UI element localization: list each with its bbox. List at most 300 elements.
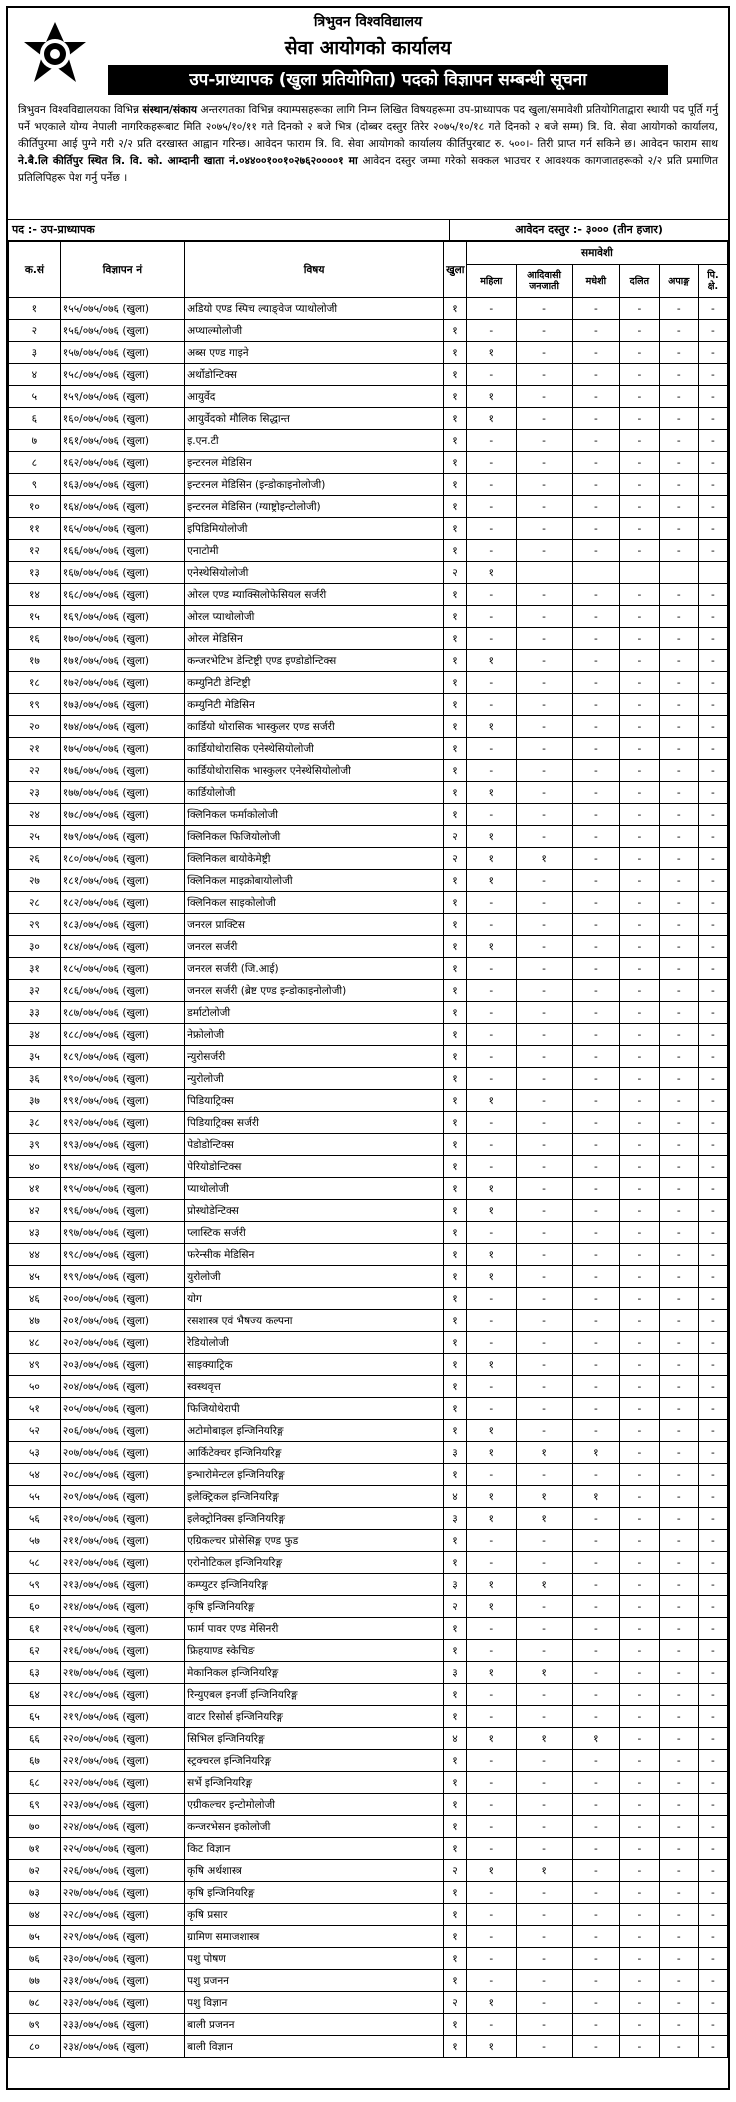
cell-backward: - <box>698 1662 727 1684</box>
cell-adv-no: १८४/०७५/०७६ (खुला) <box>60 936 184 958</box>
table-row <box>9 914 728 936</box>
cell-women: - <box>466 606 516 628</box>
cell-open: १ <box>444 2036 467 2058</box>
table-row <box>9 1244 728 1266</box>
cell-adv-no: २३३/०७५/०७६ (खुला) <box>60 2014 184 2036</box>
cell-women: - <box>466 1046 516 1068</box>
cell-dalit: - <box>620 1640 659 1662</box>
cell-adv-no: १७४/०७५/०७६ (खुला) <box>60 716 184 738</box>
cell-disabled: - <box>659 2014 698 2036</box>
cell-backward: - <box>698 1816 727 1838</box>
table-row <box>9 958 728 980</box>
cell-adv-no: २१५/०७५/०७६ (खुला) <box>60 1618 184 1640</box>
cell-adv-no: १८०/०७५/०७६ (खुला) <box>60 848 184 870</box>
cell-subject: कन्जरभेटिभ डेन्टिष्ट्री एण्ड इण्डोडोन्टिक्स <box>185 650 444 672</box>
cell-dalit: - <box>620 1816 659 1838</box>
cell-sn: ६ <box>9 408 61 430</box>
table-row <box>9 1904 728 1926</box>
cell-disabled: - <box>659 1178 698 1200</box>
cell-madhesi: - <box>572 1860 620 1882</box>
cell-sn: २७ <box>9 870 61 892</box>
cell-subject: एनाटोमी <box>185 540 444 562</box>
cell-subject: जनरल सर्जरी <box>185 936 444 958</box>
cell-madhesi: - <box>572 1266 620 1288</box>
cell-sn: ७३ <box>9 1882 61 1904</box>
cell-backward: - <box>698 1838 727 1860</box>
cell-dalit <box>620 562 659 584</box>
cell-janajati: - <box>516 936 572 958</box>
cell-dalit: - <box>620 1244 659 1266</box>
cell-disabled: - <box>659 1354 698 1376</box>
cell-women: - <box>466 1948 516 1970</box>
cell-disabled: - <box>659 1750 698 1772</box>
cell-disabled: - <box>659 628 698 650</box>
cell-madhesi: - <box>572 1816 620 1838</box>
cell-madhesi: - <box>572 1244 620 1266</box>
cell-dalit: - <box>620 430 659 452</box>
cell-backward: - <box>698 914 727 936</box>
table-row <box>9 1992 728 2014</box>
cell-disabled: - <box>659 848 698 870</box>
cell-dalit: - <box>620 1178 659 1200</box>
cell-janajati: - <box>516 694 572 716</box>
cell-open: १ <box>444 1816 467 1838</box>
cell-madhesi: - <box>572 1552 620 1574</box>
cell-dalit: - <box>620 1662 659 1684</box>
cell-madhesi: - <box>572 716 620 738</box>
cell-backward: - <box>698 672 727 694</box>
cell-janajati: - <box>516 1178 572 1200</box>
table-row <box>9 892 728 914</box>
table-row <box>9 628 728 650</box>
cell-janajati: - <box>516 2014 572 2036</box>
cell-dalit: - <box>620 1046 659 1068</box>
cell-backward: - <box>698 1552 727 1574</box>
cell-janajati: - <box>516 1068 572 1090</box>
cell-disabled: - <box>659 540 698 562</box>
cell-sn: ५९ <box>9 1574 61 1596</box>
cell-sn: ५५ <box>9 1486 61 1508</box>
cell-open: १ <box>444 1420 467 1442</box>
table-row <box>9 2036 728 2058</box>
cell-madhesi: - <box>572 474 620 496</box>
cell-women: १ <box>466 870 516 892</box>
cell-open: १ <box>444 1046 467 1068</box>
cell-women: १ <box>466 1244 516 1266</box>
cell-madhesi: - <box>572 1222 620 1244</box>
cell-backward: - <box>698 496 727 518</box>
cell-open: १ <box>444 1904 467 1926</box>
cell-adv-no: २२१/०७५/०७६ (खुला) <box>60 1750 184 1772</box>
cell-subject: इलेक्ट्रिकल इन्जिनियरिङ्ग <box>185 1486 444 1508</box>
cell-women: १ <box>466 1354 516 1376</box>
cell-janajati: - <box>516 980 572 1002</box>
table-row <box>9 1926 728 1948</box>
cell-backward: - <box>698 1948 727 1970</box>
cell-dalit: - <box>620 1530 659 1552</box>
cell-dalit: - <box>620 848 659 870</box>
cell-adv-no: १९५/०७५/०७६ (खुला) <box>60 1178 184 1200</box>
cell-janajati: - <box>516 518 572 540</box>
cell-disabled: - <box>659 1662 698 1684</box>
cell-disabled: - <box>659 430 698 452</box>
cell-dalit: - <box>620 870 659 892</box>
cell-disabled: - <box>659 364 698 386</box>
cell-disabled: - <box>659 870 698 892</box>
cell-open: १ <box>444 1772 467 1794</box>
cell-open: १ <box>444 1618 467 1640</box>
table-row <box>9 1156 728 1178</box>
cell-madhesi: - <box>572 1508 620 1530</box>
cell-open: १ <box>444 540 467 562</box>
cell-sn: २२ <box>9 760 61 782</box>
table-row <box>9 1794 728 1816</box>
cell-subject: इन्टरनल मेडिसिन (ग्याष्ट्रोइन्टोलोजी) <box>185 496 444 518</box>
cell-women: - <box>466 1882 516 1904</box>
cell-sn: ५४ <box>9 1464 61 1486</box>
cell-disabled: - <box>659 496 698 518</box>
cell-dalit: - <box>620 782 659 804</box>
header-sn: क.सं <box>9 242 61 298</box>
table-row <box>9 606 728 628</box>
cell-sn: १६ <box>9 628 61 650</box>
cell-dalit: - <box>620 1222 659 1244</box>
cell-sn: २ <box>9 320 61 342</box>
cell-disabled: - <box>659 1552 698 1574</box>
cell-adv-no: २०३/०७५/०७६ (खुला) <box>60 1354 184 1376</box>
cell-subject: अर्थोडोन्टिक्स <box>185 364 444 386</box>
cell-janajati: - <box>516 628 572 650</box>
cell-janajati: - <box>516 1640 572 1662</box>
cell-adv-no: १६७/०७५/०७६ (खुला) <box>60 562 184 584</box>
cell-madhesi: - <box>572 914 620 936</box>
cell-backward: - <box>698 1926 727 1948</box>
cell-women: - <box>466 1618 516 1640</box>
cell-janajati: - <box>516 408 572 430</box>
cell-backward: - <box>698 870 727 892</box>
cell-subject: क्लिनिकल बायोकेमेष्ट्री <box>185 848 444 870</box>
cell-women: १ <box>466 2036 516 2058</box>
cell-sn: ३४ <box>9 1024 61 1046</box>
cell-janajati: - <box>516 1618 572 1640</box>
cell-backward: - <box>698 1354 727 1376</box>
cell-subject: जनरल प्राक्टिस <box>185 914 444 936</box>
header-inclusive: समावेशी <box>466 242 727 265</box>
cell-open: १ <box>444 342 467 364</box>
cell-backward: - <box>698 1508 727 1530</box>
cell-adv-no: २२६/०७५/०७६ (खुला) <box>60 1860 184 1882</box>
cell-open: २ <box>444 562 467 584</box>
cell-adv-no: २३१/०७५/०७६ (खुला) <box>60 1970 184 1992</box>
cell-dalit: - <box>620 672 659 694</box>
cell-open: २ <box>444 1860 467 1882</box>
cell-adv-no: २१२/०७५/०७६ (खुला) <box>60 1552 184 1574</box>
cell-disabled: - <box>659 1332 698 1354</box>
header-backward: पि. क्षे. <box>698 265 727 298</box>
cell-backward: - <box>698 1002 727 1024</box>
cell-subject: इलेक्ट्रोनिक्स इन्जिनियरिङ्ग <box>185 1508 444 1530</box>
cell-subject: इ.एन.टी <box>185 430 444 452</box>
cell-sn: ४१ <box>9 1178 61 1200</box>
cell-open: १ <box>444 1068 467 1090</box>
cell-subject: प्लास्टिक सर्जरी <box>185 1222 444 1244</box>
cell-dalit: - <box>620 1442 659 1464</box>
cell-janajati: - <box>516 1266 572 1288</box>
cell-dalit: - <box>620 1398 659 1420</box>
cell-madhesi: - <box>572 1970 620 1992</box>
cell-sn: २१ <box>9 738 61 760</box>
cell-disabled: - <box>659 1310 698 1332</box>
cell-janajati: - <box>516 1904 572 1926</box>
table-row <box>9 518 728 540</box>
cell-sn: ४ <box>9 364 61 386</box>
cell-madhesi: - <box>572 1618 620 1640</box>
cell-subject: नेफ्रोलोजी <box>185 1024 444 1046</box>
cell-madhesi: - <box>572 298 620 320</box>
cell-dalit: - <box>620 694 659 716</box>
cell-dalit: - <box>620 518 659 540</box>
cell-madhesi: - <box>572 1882 620 1904</box>
cell-madhesi <box>572 562 620 584</box>
cell-women: - <box>466 1464 516 1486</box>
cell-adv-no: १९६/०७५/०७६ (खुला) <box>60 1200 184 1222</box>
cell-dalit: - <box>620 1860 659 1882</box>
cell-janajati: - <box>516 452 572 474</box>
cell-madhesi: - <box>572 1200 620 1222</box>
cell-adv-no: १६०/०७५/०७६ (खुला) <box>60 408 184 430</box>
cell-madhesi: - <box>572 386 620 408</box>
intro-bold-2: ने.बै.लि कीर्तिपुर स्थित त्रि. वि. को. आम्दानी खाता नं.०४४००१००१०२७६२००००१ मा <box>18 155 358 167</box>
office-name: सेवा आयोगको कार्यालय <box>284 37 452 59</box>
cell-sn: १३ <box>9 562 61 584</box>
cell-subject: ग्रामिण समाजशास्त्र <box>185 1926 444 1948</box>
cell-women: १ <box>466 408 516 430</box>
table-row <box>9 1640 728 1662</box>
cell-backward: - <box>698 650 727 672</box>
cell-madhesi: - <box>572 408 620 430</box>
cell-subject: फरेन्सीक मेडिसिन <box>185 1244 444 1266</box>
cell-women: - <box>466 2014 516 2036</box>
cell-janajati: - <box>516 870 572 892</box>
cell-madhesi: - <box>572 496 620 518</box>
cell-sn: ५६ <box>9 1508 61 1530</box>
cell-disabled: - <box>659 1970 698 1992</box>
cell-sn: १९ <box>9 694 61 716</box>
cell-janajati: - <box>516 760 572 782</box>
cell-janajati: - <box>516 1596 572 1618</box>
cell-sn: ४७ <box>9 1310 61 1332</box>
cell-open: १ <box>444 474 467 496</box>
cell-subject: इन्टरनल मेडिसिन <box>185 452 444 474</box>
cell-backward: - <box>698 1640 727 1662</box>
table-row <box>9 342 728 364</box>
cell-backward: - <box>698 804 727 826</box>
cell-janajati: - <box>516 1552 572 1574</box>
cell-janajati: १ <box>516 1574 572 1596</box>
cell-subject: योग <box>185 1288 444 1310</box>
cell-subject: आर्किटेक्चर इन्जिनियरिङ्ग <box>185 1442 444 1464</box>
cell-women: - <box>466 1838 516 1860</box>
cell-madhesi: १ <box>572 1486 620 1508</box>
cell-open: १ <box>444 1024 467 1046</box>
table-row <box>9 1552 728 1574</box>
table-row <box>9 1684 728 1706</box>
intro-text-1: त्रिभुवन विश्वविद्यालयका विभिन्न <box>18 104 143 116</box>
notice-header <box>8 8 728 102</box>
cell-backward: - <box>698 1860 727 1882</box>
cell-subject: पिडियाट्रिक्स सर्जरी <box>185 1112 444 1134</box>
cell-madhesi: - <box>572 342 620 364</box>
cell-subject: कृषि प्रसार <box>185 1904 444 1926</box>
cell-backward: - <box>698 760 727 782</box>
cell-backward: - <box>698 1684 727 1706</box>
cell-janajati: - <box>516 496 572 518</box>
cell-madhesi: - <box>572 1376 620 1398</box>
cell-disabled: - <box>659 1728 698 1750</box>
cell-disabled: - <box>659 1442 698 1464</box>
cell-subject: पिडियाट्रिक्स <box>185 1090 444 1112</box>
cell-sn: ६१ <box>9 1618 61 1640</box>
cell-subject: सर्भे इन्जिनियरिङ्ग <box>185 1772 444 1794</box>
cell-subject: ओरल मेडिसिन <box>185 628 444 650</box>
cell-dalit: - <box>620 1772 659 1794</box>
cell-janajati: - <box>516 804 572 826</box>
cell-dalit: - <box>620 452 659 474</box>
cell-subject: किट विज्ञान <box>185 1838 444 1860</box>
cell-women: - <box>466 1376 516 1398</box>
cell-sn: ६६ <box>9 1728 61 1750</box>
cell-disabled: - <box>659 716 698 738</box>
table-row <box>9 2014 728 2036</box>
cell-subject: कम्युनिटी डेन्टिष्ट्री <box>185 672 444 694</box>
cell-subject: इन्टरनल मेडिसिन (इन्डोकाइनोलोजी) <box>185 474 444 496</box>
cell-adv-no: २१३/०७५/०७६ (खुला) <box>60 1574 184 1596</box>
cell-dalit: - <box>620 1750 659 1772</box>
cell-open: १ <box>444 1288 467 1310</box>
cell-disabled: - <box>659 1838 698 1860</box>
cell-janajati <box>516 562 572 584</box>
cell-dalit: - <box>620 1156 659 1178</box>
cell-dalit: - <box>620 1552 659 1574</box>
cell-open: १ <box>444 1926 467 1948</box>
cell-open: १ <box>444 1310 467 1332</box>
cell-subject: सिभिल इन्जिनियरिङ्ग <box>185 1728 444 1750</box>
cell-open: १ <box>444 1552 467 1574</box>
cell-adv-no: १८५/०७५/०७६ (खुला) <box>60 958 184 980</box>
cell-backward: - <box>698 1728 727 1750</box>
cell-women: १ <box>466 1992 516 2014</box>
cell-disabled: - <box>659 1508 698 1530</box>
cell-adv-no: १७३/०७५/०७६ (खुला) <box>60 694 184 716</box>
cell-women: - <box>466 1310 516 1332</box>
cell-open: १ <box>444 1222 467 1244</box>
intro-bold-1: संस्थान/संकाय <box>142 104 198 116</box>
cell-adv-no: २०७/०७५/०७६ (खुला) <box>60 1442 184 1464</box>
cell-open: १ <box>444 1640 467 1662</box>
table-row <box>9 1112 728 1134</box>
cell-janajati: - <box>516 1046 572 1068</box>
cell-adv-no: १९३/०७५/०७६ (खुला) <box>60 1134 184 1156</box>
cell-janajati: - <box>516 1772 572 1794</box>
cell-sn: १८ <box>9 672 61 694</box>
cell-adv-no: १७९/०७५/०७६ (खुला) <box>60 826 184 848</box>
table-row <box>9 1222 728 1244</box>
cell-backward: - <box>698 584 727 606</box>
cell-dalit: - <box>620 1486 659 1508</box>
cell-open: २ <box>444 1596 467 1618</box>
cell-adv-no: १७५/०७५/०७६ (खुला) <box>60 738 184 760</box>
cell-adv-no: २१९/०७५/०७६ (खुला) <box>60 1706 184 1728</box>
cell-women: १ <box>466 848 516 870</box>
cell-janajati: १ <box>516 1860 572 1882</box>
table-row <box>9 694 728 716</box>
cell-women: १ <box>466 1486 516 1508</box>
cell-adv-no: १९४/०७५/०७६ (खुला) <box>60 1156 184 1178</box>
cell-subject: इपिडिमियोलोजी <box>185 518 444 540</box>
cell-backward: - <box>698 1068 727 1090</box>
cell-disabled: - <box>659 1002 698 1024</box>
cell-backward: - <box>698 1310 727 1332</box>
cell-disabled: - <box>659 1530 698 1552</box>
cell-women: - <box>466 1970 516 1992</box>
cell-women: - <box>466 1134 516 1156</box>
cell-subject: क्लिनिकल फिजियोलोजी <box>185 826 444 848</box>
cell-adv-no: १९१/०७५/०७६ (खुला) <box>60 1090 184 1112</box>
cell-madhesi: - <box>572 1332 620 1354</box>
cell-janajati: १ <box>516 848 572 870</box>
cell-women: १ <box>466 1596 516 1618</box>
cell-open: १ <box>444 386 467 408</box>
cell-backward: - <box>698 1046 727 1068</box>
cell-disabled: - <box>659 1376 698 1398</box>
cell-women: - <box>466 540 516 562</box>
cell-janajati: १ <box>516 1486 572 1508</box>
cell-sn: ५३ <box>9 1442 61 1464</box>
table-row <box>9 1420 728 1442</box>
cell-subject: कम्युनिटी मेडिसिन <box>185 694 444 716</box>
table-row <box>9 650 728 672</box>
cell-sn: २६ <box>9 848 61 870</box>
cell-madhesi: - <box>572 320 620 342</box>
cell-adv-no: १५६/०७५/०७६ (खुला) <box>60 320 184 342</box>
cell-sn: ६७ <box>9 1750 61 1772</box>
cell-adv-no: १७८/०७५/०७६ (खुला) <box>60 804 184 826</box>
cell-open: ३ <box>444 1662 467 1684</box>
table-row <box>9 1200 728 1222</box>
cell-subject: रसशास्त्र एवं भैषज्य कल्पना <box>185 1310 444 1332</box>
cell-subject: आयुर्वेदको मौलिक सिद्धान्त <box>185 408 444 430</box>
cell-disabled: - <box>659 1926 698 1948</box>
cell-women: - <box>466 1530 516 1552</box>
cell-women: - <box>466 1288 516 1310</box>
cell-open: १ <box>444 1244 467 1266</box>
cell-subject: पेरियोडोन्टिक्स <box>185 1156 444 1178</box>
cell-dalit: - <box>620 1596 659 1618</box>
cell-subject: जनरल सर्जरी (जि.आई) <box>185 958 444 980</box>
cell-dalit: - <box>620 1706 659 1728</box>
cell-dalit: - <box>620 804 659 826</box>
post-label: पद :- उप-प्राध्यापक <box>8 220 450 240</box>
cell-subject: रिन्युएबल इनर्जी इन्जिनियरिङ्ग <box>185 1684 444 1706</box>
cell-women: - <box>466 452 516 474</box>
cell-women: १ <box>466 826 516 848</box>
cell-adv-no: १६३/०७५/०७६ (खुला) <box>60 474 184 496</box>
cell-subject: अब्स एण्ड गाइने <box>185 342 444 364</box>
cell-women: १ <box>466 1178 516 1200</box>
cell-sn: ६४ <box>9 1684 61 1706</box>
cell-disabled: - <box>659 760 698 782</box>
cell-madhesi: - <box>572 804 620 826</box>
